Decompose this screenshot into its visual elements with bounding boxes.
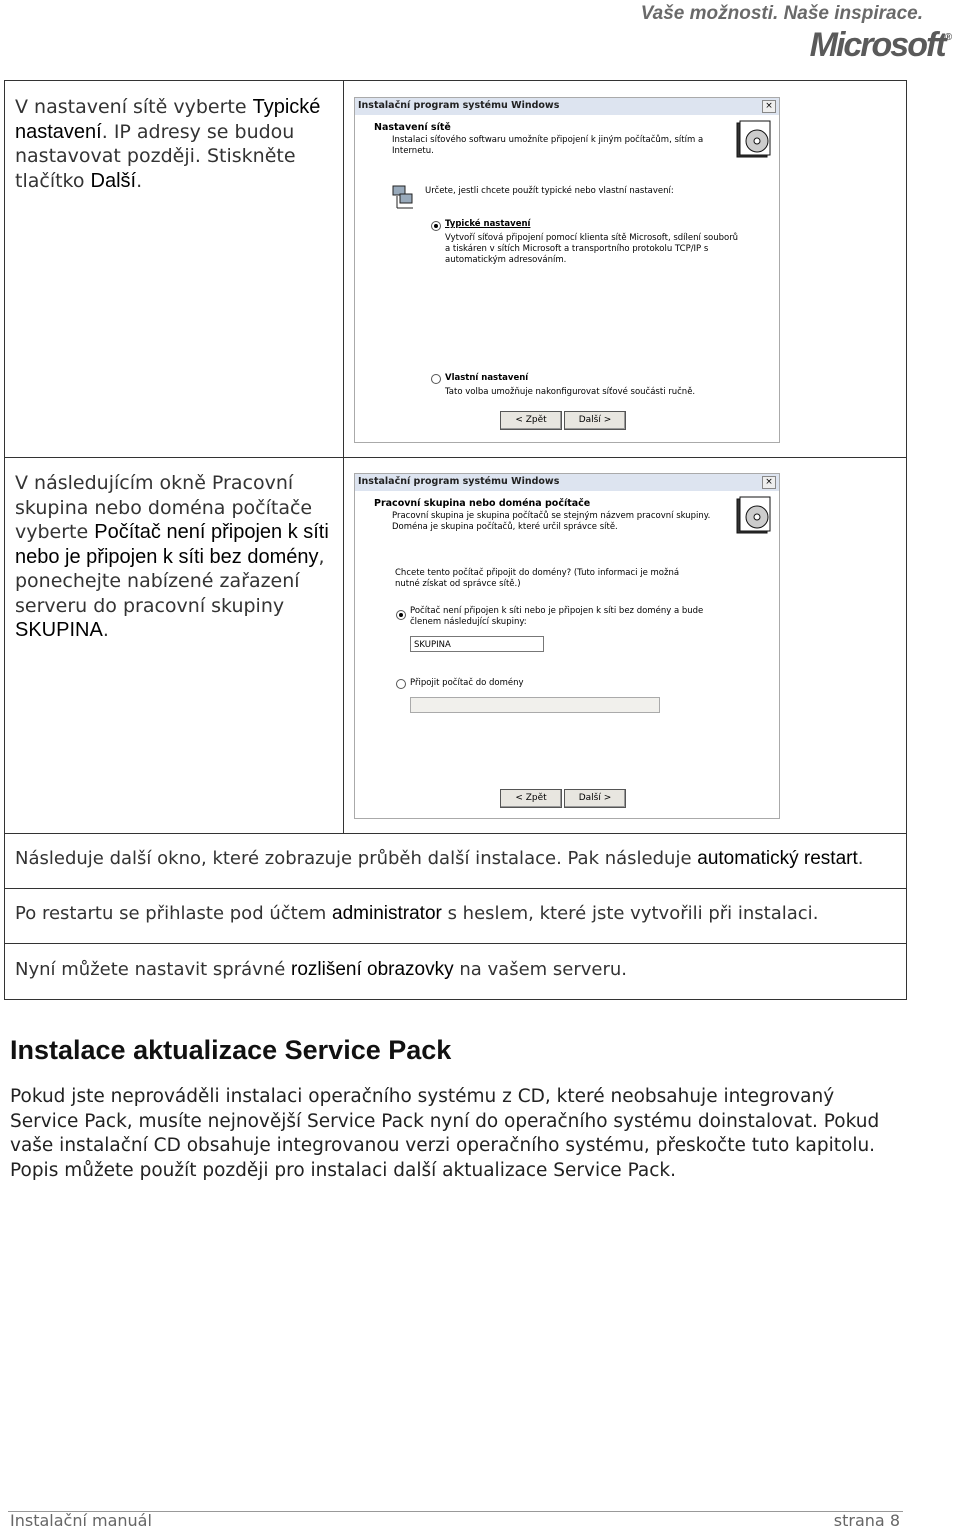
dialog-heading: Pracovní skupina nebo doména počítače: [374, 498, 591, 509]
back-button[interactable]: < Zpět: [500, 411, 562, 430]
skupina-highlight: SKUPINA: [15, 619, 103, 641]
step-1-text: V nastavení sítě vyberte Typické nastavení. IP adresy se budou nastavovat později. Stiskněte tlačítko Další.: [15, 96, 321, 192]
dialog-question: Určete, jestli chcete použít typické nebo vlastní nastavení:: [425, 186, 674, 196]
custom-settings-label[interactable]: Vlastní nastavení: [445, 373, 529, 383]
setup-cd-icon: [735, 119, 773, 159]
tagline: Vaše možnosti. Naše inspirace.: [640, 3, 923, 24]
instructions-table: [4, 80, 907, 1000]
restart-highlight: automatický restart: [697, 848, 858, 869]
restart-note: Následuje další okno, které zobrazuje průběh další instalace. Pak následuje automatický restart.: [15, 848, 864, 869]
no-domain-radio[interactable]: [396, 610, 406, 620]
setup-cd-icon: [735, 495, 773, 535]
dialog-header: [355, 115, 779, 169]
microsoft-logo: [810, 26, 952, 65]
dialog-titlebar: [355, 98, 779, 115]
row-divider: [5, 943, 906, 944]
step-2-text: V následujícím okně Pracovní skupina nebo doména počítače vyberte Počítač není připojen k síti nebo je připojen k síti bez domény, ponechejte nabízené zařazení serveru do pracovní skupiny SKUPINA.: [15, 472, 329, 641]
dialog-body: [355, 168, 779, 442]
join-domain-label[interactable]: Připojit počítač do domény: [410, 678, 524, 688]
workgroup-dialog: [354, 473, 780, 819]
dialog-titlebar: [355, 474, 779, 491]
footer-document-name: Instalační manuál: [10, 1511, 152, 1530]
dialog-subheading: Instalaci síťového softwaru umožníte připojení k jiným počítačům, sítím a Internetu.: [392, 135, 704, 156]
page-number: strana 8: [833, 1511, 900, 1530]
dialog-title: Instalační program systému Windows: [358, 476, 560, 487]
row-divider: [5, 833, 906, 834]
row-divider: [5, 457, 906, 458]
typical-settings-label[interactable]: Typické nastavení: [445, 219, 531, 229]
login-note: Po restartu se přihlaste pod účtem administrator s heslem, které jste vytvořili při instalaci.: [15, 903, 819, 924]
typical-settings-description: Vytvoří síťová připojení pomocí klienta sítě Microsoft, sdílení souborů a tiskáren v sítích Microsoft a transportního protokolu TCP/IP s automatickým adresováním.: [445, 233, 739, 265]
dialog-header: [355, 491, 779, 545]
section-title: Instalace aktualizace Service Pack: [10, 1035, 452, 1065]
logo-text: Microsoft: [809, 26, 945, 64]
typicke-nastaveni-highlight: Typické nastavení: [15, 96, 321, 143]
dialog-body: [355, 544, 779, 818]
logo-mark: ®: [944, 32, 952, 43]
resolution-note: Nyní můžete nastavit správné rozlišení obrazovky na vašem serveru.: [15, 959, 628, 980]
network-settings-dialog: [354, 97, 780, 443]
join-domain-radio[interactable]: [396, 679, 406, 689]
next-button[interactable]: Další >: [564, 411, 626, 430]
row-divider: [5, 888, 906, 889]
next-button[interactable]: Další >: [564, 789, 626, 808]
close-icon[interactable]: ×: [762, 476, 776, 489]
network-computers-icon: [391, 184, 417, 210]
workgroup-input[interactable]: SKUPINA: [410, 636, 544, 652]
custom-settings-radio[interactable]: [431, 374, 441, 384]
dialog-question: Chcete tento počítač připojit do domény? (Tuto informaci je možná nutné získat od správce sítě.): [395, 568, 680, 589]
close-icon[interactable]: ×: [762, 100, 776, 113]
no-domain-highlight: Počítač není připojen k síti nebo je připojen k síti bez domény: [15, 521, 329, 568]
resolution-highlight: rozlišení obrazovky: [291, 959, 454, 980]
typical-settings-radio[interactable]: [431, 221, 441, 231]
dialog-heading: Nastavení sítě: [374, 122, 451, 133]
dialog-subheading: Pracovní skupina je skupina počítačů se stejným názvem pracovní skupiny. Doména je skupina počítačů, které určil správce sítě.: [392, 511, 711, 532]
custom-settings-description: Tato volba umožňuje nakonfigurovat síťové součásti ručně.: [445, 387, 696, 397]
no-domain-label[interactable]: Počítač není připojen k síti nebo je připojen k síti bez domény a bude členem následující skupiny:: [410, 606, 704, 627]
domain-input[interactable]: [410, 697, 660, 713]
back-button[interactable]: < Zpět: [500, 789, 562, 808]
section-body: Pokud jste neprováděli instalaci operačního systému z CD, které neobsahuje integrovaný Service Pack, musíte nejnovější Service Pack nyní do operačního systému doinstalovat. Pokud vaše instalační CD obsahuje integrovanou verzi operačního systému, přeskočte tuto kapitolu. Popis můžete použít později pro instalaci další aktualizace Service Pack.: [10, 1086, 880, 1181]
administrator-highlight: administrator: [332, 903, 442, 924]
dalsi-highlight: Další: [90, 169, 137, 192]
dialog-title: Instalační program systému Windows: [358, 100, 560, 111]
